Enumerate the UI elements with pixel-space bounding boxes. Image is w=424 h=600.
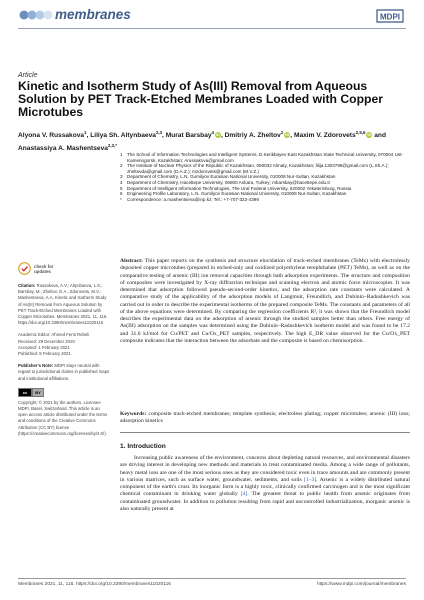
check-updates-line2: updates [34, 268, 51, 274]
intro-paragraph [120, 455, 410, 513]
header-rule [18, 28, 406, 29]
affiliation-number: 3 [120, 174, 123, 180]
copyright-text: Copyright: © 2021 by the authors. Licensee MDPI, Basel, Switzerland. This article is an open access article distributed under the terms and conditions of the Creative Commons Attribution (CC BY) license (https://creativecommons.org/licenses/by/4.0/). [18, 399, 108, 436]
author-name[interactable]: Alyona V. Russakova [18, 132, 85, 140]
affiliation-text: The Institute of Nuclear Physics of the Republic of Kazakhstan, 050032 Almaty, Kazakhstan; lilija.1303798@gmail.com (L.Sh.A.); zheltovda@gmail.com (D.A.Z.); mzdorovets@gmail.com (M.V.Z.) [127, 163, 389, 174]
affiliation-text: Correspondence: a.mashentseva@inp.kz; Tel.: +7-707-322-4399 [127, 196, 259, 202]
affiliation-text: Department of Chemistry, L.N. Gumilyov Eurasian National University, 010008 Nur-Sultan, Kazakhstan [127, 174, 336, 180]
article-type: Article [18, 72, 38, 79]
author-name[interactable]: Anastassiya A. Mashentseva [18, 144, 108, 152]
orcid-icon[interactable]: iD [285, 132, 290, 138]
reference-link[interactable]: [1–3] [303, 476, 317, 483]
abstract [120, 258, 410, 345]
sidebar [18, 262, 110, 443]
citation-text: Russakova, A.V.; Altynbaeva, L.S.; Barsbay, M.; Zheltov, D.A.; Zdorovets, M.V.; Mashentseva, A.A. Kinetic and Isotherm Study of As(III) Removal from Aqueous Solution by PET Track-Etched Membranes Loaded with Copper Microtubes. Membranes 2021, 11, 116. https://doi.org/10.3390/membranes11020116 [18, 283, 108, 326]
intro-text-1: Increasing public awareness of the environment, concerns about depleting natural resources, and environmental disasters are driving interest in developing new methods and materials to treat contaminated media. Among a wide range of pollutants, heavy metal ions are one of the most serious ones as they are considered toxic even in trace amounts and are commonly present in various matrices, such as surface water, groundwater, sediments, and soils [120, 455, 410, 483]
affiliation-number: 6 [120, 191, 123, 197]
accepted-date: Accepted: 1 February 2021 [18, 344, 70, 350]
author-name[interactable]: Dmitriy A. Zheltov [224, 132, 281, 140]
author-affiliation-sup: 1 [84, 130, 87, 135]
keywords-text: composite track-etched membranes; template synthesis; electroless plating; copper microtubes; arsenic (III) ions; adsorption kinetics [120, 411, 410, 425]
received-date: Received: 29 December 2020 [18, 338, 75, 344]
intro-text-3: . The greatest threat to public health from arsenic originates from contaminated groundwater. In addition to pollution resulting from rapid and uncontrolled industrialization, inorganic arsenic is also naturally present at [120, 491, 410, 512]
affiliation-number: 1 [120, 152, 123, 157]
affiliation-number: 5 [120, 185, 123, 191]
abstract-label: Abstract: [120, 258, 143, 264]
affiliation-text: The School of Information Technologies and Intelligent Systems, D.Serikbayev East Kazakhstan State Technical University, 070004 Ust-Kamenogorsk, Kazakhstan; Arussakova@gmail.com [127, 152, 404, 163]
affiliation-number: * [120, 196, 122, 202]
published-date: Published: 8 February 2021 [18, 351, 71, 357]
cc-icon: cc [18, 388, 32, 397]
author-separator: , [162, 132, 166, 140]
citation-block [18, 283, 110, 326]
author-name[interactable]: Maxim V. Zdorovets [293, 132, 356, 140]
author-affiliation-sup: 2,3,* [107, 142, 117, 148]
affiliation-item [120, 152, 410, 163]
cc-by-license-icon[interactable] [18, 388, 110, 397]
author-affiliation-sup: 2,5,6 [355, 130, 366, 135]
affiliation-text: Department of Chemistry, Hacettepe University, 06800 Ankara, Turkey; mbarsbay@hacettepe.edu.tr [127, 179, 331, 185]
affiliation-number: 4 [120, 179, 123, 185]
citation-label: Citation: [18, 283, 36, 288]
academic-editor: Academic Editor: Ahmed Fenti Rebeli [18, 332, 90, 338]
orcid-icon[interactable]: iD [367, 132, 372, 138]
affiliation-text: Engineering Profile Laboratory, L.N. Gumilyov Eurasian National University, 010008 Nur-Sultan, Kazakhstan [127, 191, 347, 197]
intro-text-2: . Arsenic is a widely distributed natural component of the earth's crust. Its inorganic form is a highly toxic, clinically confirmed carcinogen and is the most significant chemical contaminant in drinking water globally [120, 476, 410, 498]
affiliations [120, 152, 410, 202]
orcid-icon[interactable]: iD [215, 132, 220, 138]
author-affiliation-sup: 2 [280, 130, 284, 135]
publisher-note-block [18, 363, 110, 382]
author-affiliation-sup: 2,3 [155, 130, 163, 135]
author-separator: and [372, 132, 386, 140]
author-affiliation-sup: 4 [211, 130, 214, 135]
keywords [120, 411, 410, 426]
copyright-block [18, 400, 110, 437]
author-separator: , [290, 132, 294, 140]
publisher-note-label: Publisher's Note: [18, 363, 54, 369]
keywords-label: Keywords: [120, 411, 147, 417]
footer-rule [18, 578, 406, 579]
author-name[interactable]: Murat Barsbay [165, 132, 212, 140]
journal-logo [18, 8, 54, 22]
section-heading: 1. Introduction [120, 443, 166, 450]
dates-block [18, 332, 110, 357]
journal-name: membranes [55, 7, 131, 22]
author-list [18, 128, 408, 154]
article-title: Kinetic and Isotherm Study of As(III) Removal from Aqueous Solution by PET Track-Etched Membranes Loaded with Copper Microtubes [18, 79, 383, 120]
affiliation-item [120, 197, 410, 203]
affiliation-number: 2 [120, 163, 123, 169]
svg-text:MDPI: MDPI [380, 12, 400, 22]
keywords-divider [120, 432, 410, 433]
publisher-note-text: MDPI stays neutral with regard to jurisdictional claims in published maps and institutional affiliations. [18, 363, 110, 381]
by-icon: BY [32, 388, 44, 397]
footer-citation: Membranes 2021, 11, 116. https://doi.org/10.3390/membranes11020116 [18, 582, 171, 587]
abstract-text: This paper reports on the synthesis and structure elucidation of track-etched membranes (TeMs) with electrolessly deposited copper microtubes (prepared in etched-only and oxidized polyethylene terephthalate (PET) TeMs), as well as on the comparative testing of arsenic (III) ion removal capacities through bath adsorption experiments. The structure and composition of composites were investigated by X-ray diffraction technique and scanning electron and atomic force microscopies. It was determined that adsorption followed pseudo-second-order kinetics, and the adsorption rate constants were calculated. A comparative study of the applicability of the adsorption models of Langmuir, Freundlich, and Dubinin–Radushkevich was carried out in order to describe the experimental isotherms of the prepared composite TeMs. The constants and parameters of all of the above equations were determined. By comparing the regression coefficients R², it was shown that the Freundlich model describes the experimental data on the adsorption of arsenic through the studied samples better than others. Free energy of As(III) adsorption on the samples was determined using the Dubinin–Radushkevich isotherm model and was found to be 17.2 and 31.6 kJ/mol for Cu/PET and Cu/Ox_PET samples, respectively. The high E_DR value observed for the Cu/Ox_PET composite indicates that the interaction between the adsorbate and the composite is based on chemisorption. [120, 258, 410, 344]
author-separator: , [86, 132, 91, 140]
affiliation-text: Department of Intelligent Information Technologies, The Ural Federal University, 620002 Yekaterinburg, Russia [127, 185, 352, 191]
author-name[interactable]: Liliya Sh. Altynbaeva [90, 132, 156, 140]
check-updates-icon [18, 262, 31, 275]
check-for-updates-badge[interactable] [18, 262, 110, 275]
mdpi-logo [374, 8, 406, 24]
reference-link[interactable]: [4] [240, 491, 248, 498]
check-updates-line1: check for [34, 263, 54, 269]
affiliation-item [120, 163, 410, 174]
author-separator: , [220, 132, 225, 140]
footer-journal-url[interactable]: https://www.mdpi.com/journal/membranes [316, 582, 406, 587]
